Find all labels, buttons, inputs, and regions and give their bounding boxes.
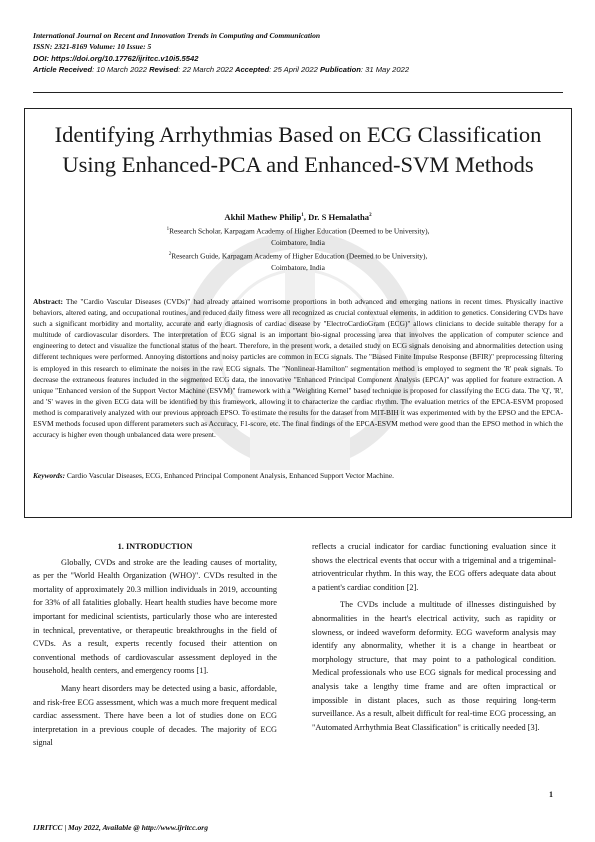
affiliation-2: [30, 249, 566, 262]
paragraph: Globally, CVDs and stroke are the leading causes of mortality, as per the "World Health Organization (WHO)". CVDs resulted in the mortality of approximately 20.3 million individuals in 2019, accounting for 33% of all fatalities globally. Heart health studies have become more important for medicinal scientists, particularly those who are interested in technical, preventative, or therapeutic breakthroughs in the field of CVDs. As a result, experts recently focused their attention on conventional methods of cardiovascular assessment deployed in the household, health centers, and emergency rooms [1].: [33, 557, 277, 676]
paragraph: Many heart disorders may be detected using a basic, affordable, and risk-free ECG assessment, which was a much more frequent medical cardiac assessment. There have been a lot of studies done on ECG interpretation in a previous couple of decades. The majority of ECG signal: [33, 683, 277, 748]
body-column-right: [312, 540, 556, 738]
issn-line: ISSN: 2321-8169 Volume: 10 Issue: 5: [33, 42, 152, 52]
journal-name: International Journal on Recent and Innovation Trends in Computing and Communication: [33, 31, 321, 40]
header-rule: [33, 92, 563, 93]
page-footer: IJRITCC | May 2022, Available @ http://www.ijritcc.org: [33, 823, 208, 832]
abstract-label: Abstract:: [33, 297, 63, 306]
affiliation-1: [30, 224, 566, 237]
accepted-date: : 25 April 2022: [269, 64, 318, 74]
affil-text: Research Guide, Karpagam Academy of Higher Education (Deemed to be University),: [171, 251, 428, 261]
doi-link[interactable]: DOI: https://doi.org/10.17762/ijritcc.v10i5.5542: [33, 53, 199, 63]
keywords: [33, 470, 563, 481]
author-affil-marker: 1: [301, 213, 304, 219]
section-heading: 1. INTRODUCTION: [117, 542, 193, 551]
paragraph: reflects a crucial indicator for cardiac functioning evaluation since it shows the electrical events that occur with a trigeminal and a trigeminal-atrioventricular rhythm. In this way, the ECG offers adequate data about a patient's cardiac condition [2].: [312, 542, 556, 592]
affil-text: Research Scholar, Karpagam Academy of Higher Education (Deemed to be University),: [169, 226, 430, 236]
affiliation-2-city: Coimbatore, India: [271, 262, 325, 272]
accepted-label: Accepted: [234, 64, 270, 74]
publication-date: : 31 May 2022: [360, 64, 410, 74]
author-name: Akhil Mathew Philip: [224, 212, 302, 222]
article-dates: [33, 64, 563, 75]
keywords-label: Keywords:: [33, 471, 66, 480]
journal-header: [33, 30, 563, 75]
author-affil-marker: 2: [369, 213, 372, 219]
page-number: 1: [549, 790, 553, 799]
received-label: Article Received: [33, 64, 93, 74]
abstract-text: The "Cardio Vascular Diseases (CVDs)" had already attained worrisome proportions in both advanced and emerging nations in recent times. Physically inactive behaviors, altered eating, and occupational routines, and reduced daily fitness were all recognized as crucial contextual elements, in addition to genetics. Considering CVDs have such a significant morbidity and mortality, accurate and early diagnosis of cardiac disease by "ElectroCardioGram (ECG)" allows clinicians to decide suitable therapy for a multitude of cardiovascular disorders. The interpretation of ECG signal is an important bio-signal processing area that involves the application of computer science and engineering to detect and visualize the functional status of the heart. Therefore, in the present work, a detailed study on ECG signals denoising and abnormalities detection using different techniques were performed. Annoying distortions and noisy particles are common in ECG signals. The "Biased Finite Impulse Response (BFIR)" preprocessing filtering is employed in this research to eliminate the noises in the raw ECG signals. The "Nonlinear-Hamilton" segmentation method is employed to segment the 'R' peak signals. To decrease the extraneous features included in the segmented ECG data, the innovative "Enhanced Principal Component Analysis (EPCA)" was applied for feature extraction. A unique "Enhanced version of the Support Vector Machine (ESVM)" framework with a "Weighting Kernel" based technique is proposed for classifying the ECG data. The 'Q', 'R', and 'S' waves in the given ECG data will be identified by this framework, allowing it to characterize the cardiac rhythm. The evaluation metrics of the EPCA-ESVM proposed method is comparatively analyzed with our previous approach EPSO. To estimate the results for the dataset from MIT-BIH it was experimented with by the EPSO and the EPCA-ESVM methods focused upon different parameters such as Accuracy, F1-score, etc. The final findings of the EPCA-ESVM method were good than the EPSO method in which the accuracy is higher even though unbalanced data were present.: [33, 297, 563, 440]
abstract: [33, 296, 563, 440]
received-date: : 10 March 2022: [92, 64, 147, 74]
affiliations: [30, 224, 566, 273]
paper-title: Identifying Arrhythmias Based on ECG Classification Using Enhanced-PCA and Enhanced-SVM Methods: [54, 122, 542, 177]
body-column-left: [33, 540, 277, 754]
author-separator: ,: [303, 212, 309, 222]
publication-label: Publication: [319, 64, 361, 74]
author-name: Dr. S Hemalatha: [308, 212, 370, 222]
author-list: [30, 212, 566, 222]
revised-label: Revised: [149, 64, 179, 74]
revised-date: : 22 March 2022: [178, 64, 234, 74]
affiliation-1-city: Coimbatore, India: [271, 238, 325, 248]
affil-marker: 2: [168, 251, 172, 257]
paragraph: The CVDs include a multitude of illnesses distinguished by abnormalities in the heart's electrical activity, such as rapidity or slowness, or indeed waveform deformity. ECG waveform analysis may identify any abnormality, whether it is a change in heartbeat or morphology structure, that may point to a pathological condition. Medical professionals who use ECG signals for medical processing and analysis take a lengthy time frame and are often impractical or impossible in distant places, such as those requiring long-term surveillance. As a result, albeit difficult for real-time ECG processing, an "Automated Arrhythmia Beat Classification" is critically needed [3].: [312, 600, 556, 732]
affil-marker: 1: [166, 227, 170, 232]
keywords-text: Cardio Vascular Diseases, ECG, Enhanced Principal Component Analysis, Enhanced Support Vector Machine.: [65, 471, 394, 480]
